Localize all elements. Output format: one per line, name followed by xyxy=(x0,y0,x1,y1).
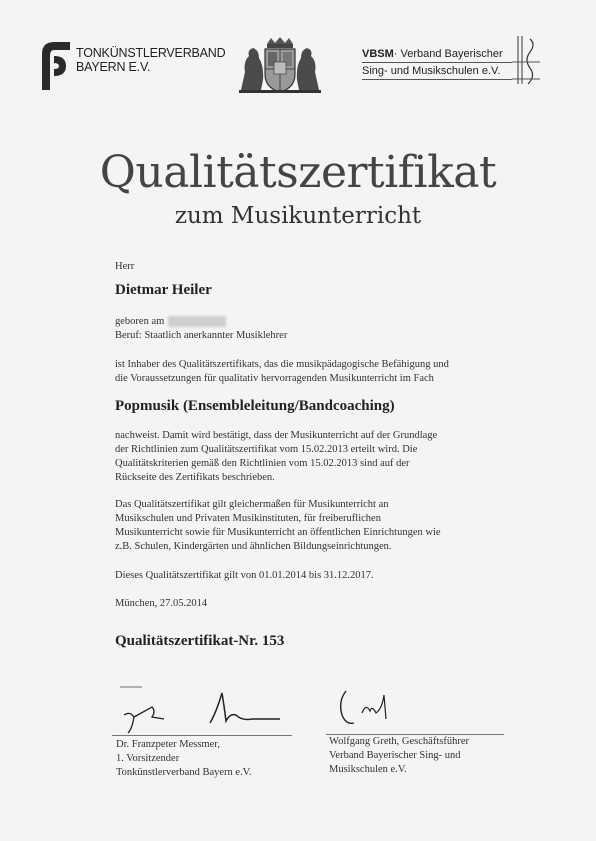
vbsm-abbr: VBSM xyxy=(362,48,394,60)
validity: Dieses Qualitätszertifikat gilt von 01.01.2014 bis 31.12.2017. xyxy=(115,570,374,581)
redacted-birthdate xyxy=(168,316,226,327)
intro-line-1: ist Inhaber des Qualitätszertifikats, das die musikpädagogische Befähigung und xyxy=(115,359,449,370)
vbsm-name-line1: · Verband Bayerischer xyxy=(393,48,503,60)
signatory-1-role: 1. Vorsitzender xyxy=(116,753,180,764)
paragraph-1-line: der Richtlinien zum Qualitätszertifikat vom 15.02.2013 erteilt wird. Die xyxy=(115,444,418,455)
clef-icon xyxy=(512,34,542,92)
certificate-title: Qualitätszertifikat xyxy=(99,147,497,198)
signatory-1 xyxy=(116,738,252,780)
tkv-name-line1: TONKÜNSTLERVERBAND xyxy=(76,46,226,60)
staff-line xyxy=(362,79,512,80)
signature-line xyxy=(112,735,292,736)
certificate-number: Qualitätszertifikat-Nr. 153 xyxy=(115,633,285,649)
paragraph-2-line: Musikunterricht sowie für Musikunterricht an öffentlichen Einrichtungen wie xyxy=(115,527,441,538)
subject: Popmusik (Ensembleleitung/Bandcoaching) xyxy=(115,398,395,414)
staff-line xyxy=(362,62,512,63)
paragraph-1-line: nachweist. Damit wird bestätigt, dass der Musikunterricht auf der Grundlage xyxy=(115,430,438,441)
certificate-subtitle: zum Musikunterricht xyxy=(174,203,422,229)
signatory-1-name: Dr. Franzpeter Messmer, xyxy=(116,739,220,750)
birth-line xyxy=(115,315,226,329)
tkv-name-line2: BAYERN E.V. xyxy=(76,60,151,74)
paragraph-2-line: Das Qualitätszertifikat gilt gleichermaßen für Musikunterricht an xyxy=(115,499,389,510)
paragraph-1-line: Qualitätskriterien gemäß den Richtlinien vom 15.02.2013 sind auf der xyxy=(115,458,410,469)
signatory-2-name: Wolfgang Greth, Geschäftsführer xyxy=(329,736,469,747)
paragraph-1-line: Rückseite des Zertifikats beschrieben. xyxy=(115,472,275,483)
tonkuenstlerverband-logo xyxy=(40,40,226,95)
signatory-2-org-line2: Musikschulen e.V. xyxy=(329,764,407,775)
salutation: Herr xyxy=(115,261,135,272)
vbsm-name-line2: Sing- und Musikschulen e.V. xyxy=(362,65,501,77)
place-date: München, 27.05.2014 xyxy=(115,598,208,609)
intro-line-2: die Voraussetzungen für qualitativ hervorragenden Musikunterricht im Fach xyxy=(115,373,434,384)
tkv-emblem-icon xyxy=(40,40,74,92)
signatory-2 xyxy=(329,735,469,777)
signatory-2-org-line1: Verband Bayerischer Sing- und xyxy=(329,750,461,761)
paragraph-2-line: z.B. Schulen, Kindergärten und ähnlichen Bildungseinrichtungen. xyxy=(115,541,392,552)
bavarian-coat-of-arms-icon xyxy=(237,36,323,94)
paragraph-2-line: Musikschulen und Privaten Musikinstituten, für freiberuflichen xyxy=(115,513,381,524)
signatory-1-org: Tonkünstlerverband Bayern e.V. xyxy=(116,767,252,778)
born-label: geboren am xyxy=(115,316,165,327)
recipient-name: Dietmar Heiler xyxy=(115,282,212,298)
profession: Beruf: Staatlich anerkannter Musiklehrer xyxy=(115,330,288,341)
vbsm-logo xyxy=(362,34,552,92)
